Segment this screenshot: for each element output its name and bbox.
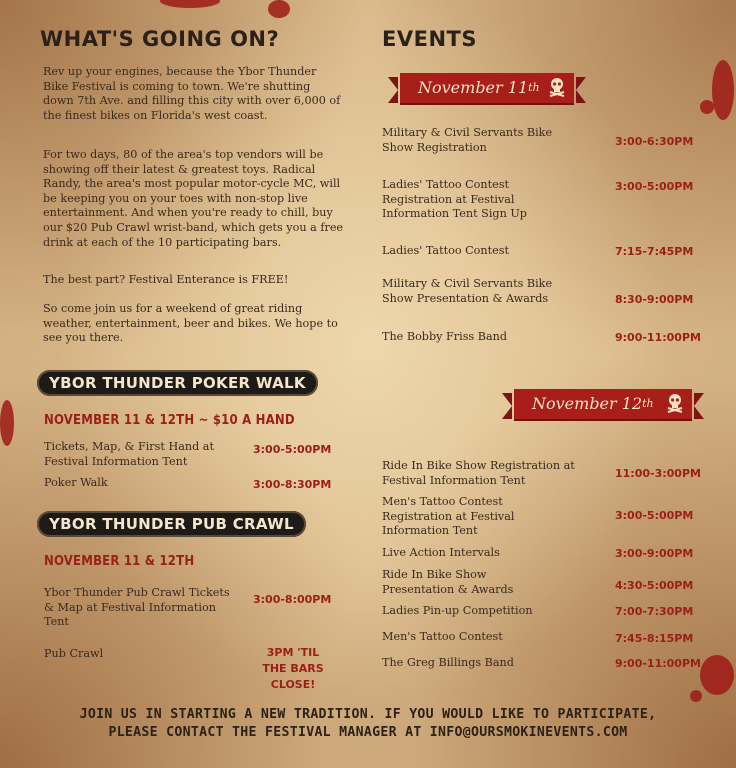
poker-row-label: Tickets, Map, & First Hand at Festival Information Tent xyxy=(44,440,214,468)
pub-crawl-title: YBOR THUNDER PUB CRAWL xyxy=(37,511,306,537)
pub-row-time: 3:00-8:00PM xyxy=(253,593,332,606)
event-row-label: Ladies' Tattoo Contest xyxy=(382,244,509,257)
poker-row-time: 3:00-5:00PM xyxy=(253,443,332,456)
event-row-time: 11:00-3:00PM xyxy=(615,467,701,480)
footer-line-1: JOIN US IN STARTING A NEW TRADITION. IF YOU WOULD LIKE TO PARTICIPATE, xyxy=(79,707,657,722)
event-row-time: 4:30-5:00PM xyxy=(615,579,694,592)
event-row-label: Ladies' Tattoo Contest Registration at Festival Information Tent Sign Up xyxy=(382,178,527,221)
ribbon-date-suffix: th xyxy=(528,81,540,94)
event-row-time: 3:00-5:00PM xyxy=(615,509,694,522)
event-row-label: The Bobby Friss Band xyxy=(382,330,507,343)
event-row-time: 7:15-7:45PM xyxy=(615,245,694,258)
event-row-time: 9:00-11:00PM xyxy=(615,657,701,670)
footer-contact-line: PLEASE CONTACT THE FESTIVAL MANAGER AT INFO@OURSMOKINEVENTS.COM xyxy=(108,725,628,740)
event-row-label: Ride In Bike Show Presentation & Awards xyxy=(382,568,514,596)
november-12-ribbon xyxy=(514,389,692,419)
pub-row-label: Pub Crawl xyxy=(44,647,104,660)
event-row-label: Live Action Intervals xyxy=(382,546,500,559)
poker-row-label: Poker Walk xyxy=(44,476,108,489)
ribbon-date-label: November 11 xyxy=(418,78,529,97)
event-row-label: Ladies Pin-up Competition xyxy=(382,604,533,617)
blood-splatter xyxy=(700,100,714,114)
blood-splatter xyxy=(700,655,734,695)
event-row-time: 7:00-7:30PM xyxy=(615,605,694,618)
poker-walk-subtitle: NOVEMBER 11 & 12TH ~ $10 A HAND xyxy=(44,413,295,428)
event-row-label: Ride In Bike Show Registration at Festival Information Tent xyxy=(382,459,575,487)
pub-row-time: 3PM 'TIL THE BARS CLOSE! xyxy=(262,646,324,691)
event-row-time: 8:30-9:00PM xyxy=(615,293,694,306)
blood-splatter xyxy=(712,60,734,120)
pub-crawl-subtitle: NOVEMBER 11 & 12TH xyxy=(44,554,195,569)
event-row-time: 7:45-8:15PM xyxy=(615,632,694,645)
intro-paragraph-4: So come join us for a weekend of great riding weather, entertainment, beer and bikes. We hope to see you there. xyxy=(43,302,338,345)
poker-walk-title: YBOR THUNDER POKER WALK xyxy=(37,370,318,396)
events-heading: EVENTS xyxy=(382,27,477,51)
intro-paragraph-3: The best part? Festival Enterance is FREE! xyxy=(43,273,289,286)
event-row-time: 3:00-6:30PM xyxy=(615,135,694,148)
poker-row-time: 3:00-8:30PM xyxy=(253,478,332,491)
ribbon-date-label: November 12 xyxy=(532,394,643,413)
event-row-time: 9:00-11:00PM xyxy=(615,331,701,344)
skull-crossbones-icon xyxy=(666,393,684,413)
blood-splatter xyxy=(0,400,14,446)
event-row-label: Military & Civil Servants Bike Show Registration xyxy=(382,126,553,154)
intro-paragraph-1: Rev up your engines, because the Ybor Thunder Bike Festival is coming to town. We're shutting down 7th Ave. and filling this city with over 6,000 of the finest bikes on Florida's west coast. xyxy=(43,65,341,122)
whats-going-on-heading: WHAT'S GOING ON? xyxy=(40,27,280,51)
ribbon-date-suffix: th xyxy=(642,397,654,410)
november-11-ribbon xyxy=(400,73,574,103)
skull-crossbones-icon xyxy=(548,77,566,97)
event-row-time: 3:00-9:00PM xyxy=(615,547,694,560)
event-row-label: Men's Tattoo Contest xyxy=(382,630,503,643)
blood-splatter xyxy=(690,690,702,702)
blood-splatter xyxy=(268,0,290,18)
event-row-time: 3:00-5:00PM xyxy=(615,180,694,193)
event-row-label: Men's Tattoo Contest Registration at Festival Information Tent xyxy=(382,495,515,538)
event-row-label: The Greg Billings Band xyxy=(382,656,514,669)
intro-paragraph-2: For two days, 80 of the area's top vendors will be showing off their latest & greatest toys. Radical Randy, the area's most popular motor-cycle MC, will be keeping you on your toes with non-stop live entertainment. And when you're ready to chill, buy our $20 Pub Crawl wrist-band, which gets you a free drink at each of the 10 participating bars. xyxy=(43,148,344,249)
pub-row-label: Ybor Thunder Pub Crawl Tickets & Map at Festival Information Tent xyxy=(44,586,230,629)
event-row-label: Military & Civil Servants Bike Show Presentation & Awards xyxy=(382,277,553,305)
